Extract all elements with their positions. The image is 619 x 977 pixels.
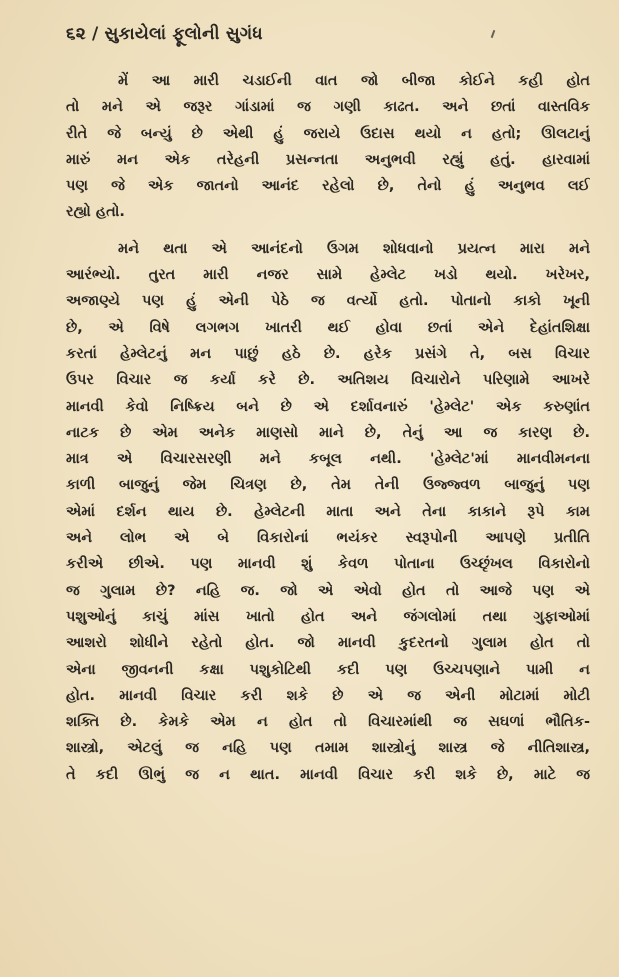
text-line: છે, એ વિષે લગભગ ખાતરી થઈ હોવા છતાં એને દેહાંતશિક્ષા <box>66 319 590 336</box>
text-line: એના જીવનની કક્ષા પશુકોટિથી કદી પણ ઉચ્ચપણાને પામી ન <box>66 661 590 678</box>
text-line: માત્ર એ વિચારસરણી મને કબૂલ નથી. 'હેમ્લેટ'માં માનવીમનના <box>66 451 590 468</box>
text-line: આશરો શોધીને રહેતો હોત. જો માનવી કુદરતનો ગુલામ હોત તો <box>66 635 590 652</box>
text-line: તે કદી ઊભું જ ન થાત. માનવી વિચાર કરી શકે છે, માટે જ <box>66 766 590 783</box>
text-line: આરંભ્યો. તુરત મારી નજર સામે હેમ્લેટ ખડો થયો. ખરેખર, <box>66 267 590 284</box>
text-line: અને લોભ એ બે વિકારોનાં ભયંકર સ્વરૂપોની આપણે પ્રતીતિ <box>66 530 590 547</box>
body-text <box>66 68 590 788</box>
text-line: કાળી બાજુનું જેમ ચિત્રણ છે, તેમ તેની ઉજ્જ્વળ બાજુનું પણ <box>66 477 590 494</box>
text-line: પશુઓનું કાચું માંસ ખાતો હોત અને જંગલોમાં તથા ગુફાઓમાં <box>66 608 590 625</box>
text-line: શક્તિ છે. કેમકે એમ ન હોત તો વિચારમાંથી જ સઘળાં ભૌતિક- <box>66 714 590 731</box>
text-line: રીતે જે બન્યું છે એથી હું જરાયે ઉદાસ થયો ન હતો; ઊલટાનું <box>66 125 590 142</box>
text-line: તો મને એ જરૂર ગાંડામાં જ ગણી કાઢત. અને છતાં વાસ્તવિક <box>66 99 590 116</box>
text-line: માનવી કેવો નિષ્ક્રિય બને છે એ દર્શાવનારું 'હેમ્લેટ' એક કરુણાંત <box>66 398 590 415</box>
text-line: મારું મન એક તરેહની પ્રસન્નતા અનુભવી રહ્યું હતું. હારવામાં <box>66 151 590 168</box>
text-line: એમાં દર્શન થાય છે. હેમ્લેટની માતા અને તેના કાકાને રૂપે કામ <box>66 503 590 520</box>
running-head: ૬૨ / સુકાયેલાં ફૂલોની સુગંધ <box>66 24 263 44</box>
text-line: પણ જે એક જાતનો આનંદ રહેલો છે, તેનો હું અનુભવ લઈ <box>66 178 590 195</box>
text-line: કરતાં હેમ્લેટનું મન પાછું હઠે છે. હરેક પ્રસંગે તે, બસ વિચાર <box>66 345 590 362</box>
text-line: મને થતા એ આનંદનો ઉગમ શોધવાનો પ્રયત્ન મારા મને <box>118 240 590 257</box>
text-line: જ ગુલામ છે? નહિ જ. જો એ એવો હોત તો આજે પણ એ <box>66 582 590 599</box>
text-line: હોત. માનવી વિચાર કરી શકે છે એ જ એની મોટામાં મોટી <box>66 687 590 704</box>
text-line: ઉપર વિચાર જ કર્યા કરે છે. અતિશય વિચારોને પરિણામે આખરે <box>66 372 590 389</box>
text-line: રહ્યો હતો. <box>66 204 125 221</box>
paragraph-1 <box>66 68 590 226</box>
ink-mark <box>491 30 496 38</box>
paragraph-2 <box>66 236 590 788</box>
text-line: મેં આ મારી ચડાઈની વાત જો બીજા કોઈને કહી હોત <box>118 73 590 89</box>
text-line: કરીએ છીએ. પણ માનવી શું કેવળ પોતાના ઉચ્છૃંખલ વિકારોનો <box>66 556 590 573</box>
text-line: અજાણ્યે પણ હું એની પેઠે જ વર્ત્યો હતો. પોતાનો કાકો ખૂની <box>66 293 590 310</box>
text-line: શાસ્ત્રો, એટલું જ નહિ પણ તમામ શાસ્ત્રોનું શાસ્ત્ર જે નીતિશાસ્ત્ર, <box>66 740 590 757</box>
text-line: નાટક છે એમ અનેક માણસો માને છે, તેનું આ જ કારણ છે. <box>66 424 590 441</box>
